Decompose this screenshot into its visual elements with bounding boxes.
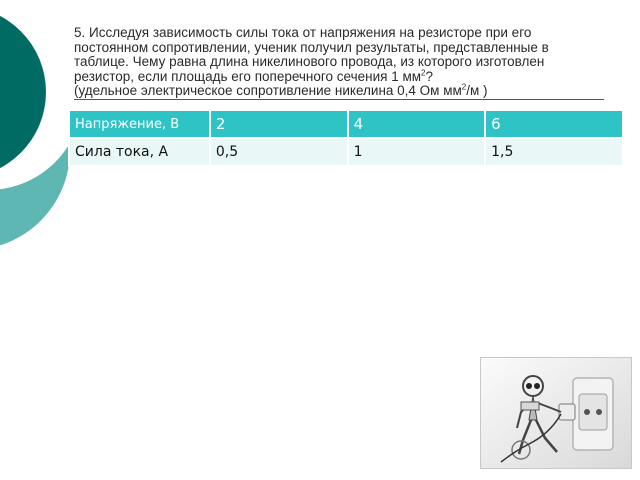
note-end: /м ) xyxy=(466,83,488,99)
problem-statement xyxy=(74,26,614,100)
voltage-row xyxy=(69,110,623,138)
robot-illustration xyxy=(480,357,632,469)
current-row xyxy=(69,138,623,166)
resistivity-note xyxy=(74,84,604,100)
line4-end: ? xyxy=(425,68,433,84)
measurements-table xyxy=(68,109,624,167)
current-value: 1,5 xyxy=(485,138,623,166)
voltage-value: 6 xyxy=(485,110,623,138)
voltage-value: 2 xyxy=(210,110,348,138)
problem-line-2: постоянном сопротивлении, ученик получил результаты, представленные в xyxy=(74,39,549,55)
current-value: 0,5 xyxy=(210,138,348,166)
problem-line-3: таблице. Чему равна длина никелинового провода, из которого изготовлен xyxy=(74,54,545,70)
note-superscript: 2 xyxy=(461,82,467,92)
line4-text: резистор, если площадь его поперечного сечения 1 мм xyxy=(74,68,422,84)
voltage-value: 4 xyxy=(348,110,485,138)
line4-superscript: 2 xyxy=(421,68,426,78)
current-value: 1 xyxy=(348,138,485,166)
voltage-label: Напряжение, В xyxy=(69,110,210,138)
note-text: (удельное электрическое сопротивление никелина 0,4 Ом мм xyxy=(74,83,462,99)
current-label: Сила тока, А xyxy=(69,138,210,166)
problem-line-1: 5. Исследуя зависимость силы тока от напряжения на резисторе при его xyxy=(74,25,532,40)
robot-socket-icon xyxy=(481,358,631,468)
